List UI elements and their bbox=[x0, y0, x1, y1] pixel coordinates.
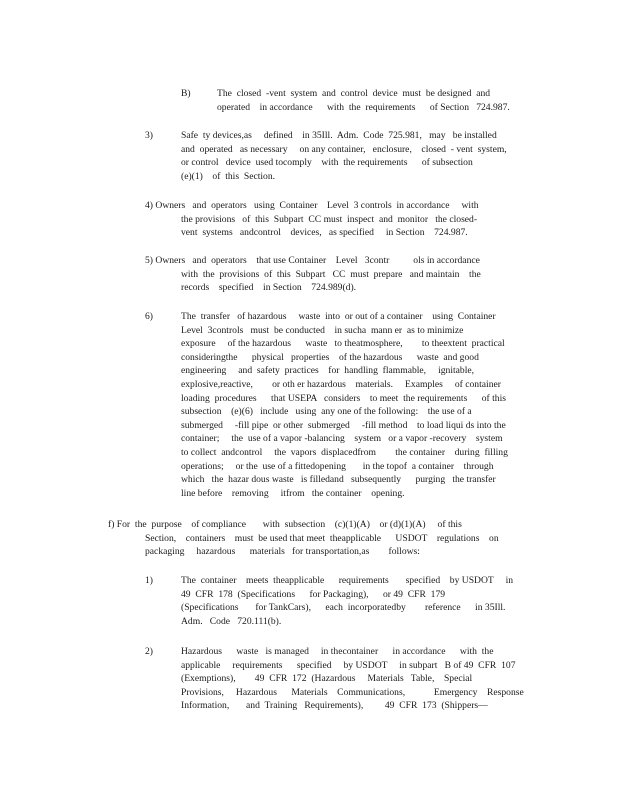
text-line: applicable requirements specified by USDOT in subpart B of 49 CFR 107 bbox=[181, 659, 516, 671]
item-4-first-line: 4) Owners and operators using Container Level 3 controls in accordance with bbox=[145, 200, 479, 211]
f-item-1-label: 1) bbox=[145, 575, 153, 586]
text-line: Provisions, Hazardous Materials Communications, Emergency Response bbox=[181, 686, 524, 698]
text-line: submerged -fill pipe or other submerged -fill method to load liqui ds into the bbox=[181, 419, 506, 431]
text-line: operated in accordance with the requirements of Section 724.987. bbox=[217, 101, 510, 113]
text-line: 49 CFR 178 (Specifications for Packaging), or 49 CFR 179 bbox=[181, 588, 446, 600]
text-line: Adm. Code 720.111(b). bbox=[181, 615, 282, 627]
text-line: which the hazar dous waste is filledand subsequently purging the transfer bbox=[181, 474, 496, 486]
text-line: packaging hazardous materials for transportation,as follows: bbox=[145, 546, 420, 558]
text-line: and operated as necessary on any container, enclosure, closed - vent system, bbox=[181, 143, 507, 155]
text-line: to collect andcontrol the vapors displacedfrom the container during filling bbox=[181, 447, 508, 458]
text-line: (Exemptions), 49 CFR 172 (Hazardous Materials Table, Special bbox=[181, 673, 473, 685]
text-line: operations; or the use of a fittedopening in the topof a container through bbox=[181, 460, 494, 472]
text-line: records specified in Section 724.989(d). bbox=[181, 282, 357, 294]
text-line: The container meets theapplicable requirements specified by USDOT in bbox=[181, 575, 514, 586]
text-line: Hazardous waste is managed in thecontainer in accordance with the bbox=[181, 646, 494, 657]
text-line: Level 3controls must be conducted in sucha mann er as to minimize bbox=[181, 324, 464, 336]
subsection-f-first-line: f) For the purpose of compliance with subsection (c)(1)(A) or (d)(1)(A) of this bbox=[108, 519, 462, 530]
text-line: vent systems andcontrol devices, as specified in Section 724.987. bbox=[181, 227, 468, 239]
text-line: loading procedures that USEPA considers to meet the requirements of this bbox=[181, 392, 506, 404]
text-line: with the provisions of this Subpart CC must prepare and maintain the bbox=[181, 268, 481, 280]
text-line: the provisions of this Subpart CC must inspect and monitor the closed- bbox=[181, 213, 478, 225]
text-line: consideringthe physical properties of the hazardous waste and good bbox=[181, 351, 479, 363]
text-line: (Specifications for TankCars), each incorporatedby reference in 35Ill. bbox=[181, 602, 506, 614]
text-line: Information, and Training Requirements), 49 CFR 173 (Shippers— bbox=[181, 700, 488, 712]
text-line: subsection (e)(6) include using any one of the following: the use of a bbox=[181, 406, 472, 418]
text-line: engineering and safety practices for handling flammable, ignitable, bbox=[181, 365, 475, 377]
item-6-label: 6) bbox=[145, 311, 153, 322]
text-line: (e)(1) of this Section. bbox=[181, 170, 276, 182]
item-5-first-line: 5) Owners and operators that use Container Level 3contr ols in accordance bbox=[145, 255, 480, 266]
text-line: Section, containers must be used that meet theapplicable USDOT regulations on bbox=[145, 532, 499, 544]
text-line: The closed -vent system and control device must be designed and bbox=[217, 88, 491, 99]
text-line: exposure of the hazardous waste to theatmosphere, to theextent practical bbox=[181, 338, 505, 350]
text-line: Safe ty devices,as defined in 35Ill. Adm. Code 725.981, may be installed bbox=[181, 130, 497, 141]
f-item-2-label: 2) bbox=[145, 646, 153, 657]
text-line: line before removing itfrom the container opening. bbox=[181, 487, 405, 499]
text-line: explosive,reactive, or oth er hazardous materials. Examples of container bbox=[181, 379, 501, 390]
subsection-b-label: B) bbox=[181, 88, 191, 99]
text-line: or control device used tocomply with the requirements of subsection bbox=[181, 157, 473, 169]
item-3-label: 3) bbox=[145, 130, 153, 141]
text-line: container; the use of a vapor -balancing system or a vapor -recovery system bbox=[181, 433, 503, 445]
text-line: The transfer of hazardous waste into or out of a container using Container bbox=[181, 311, 496, 322]
